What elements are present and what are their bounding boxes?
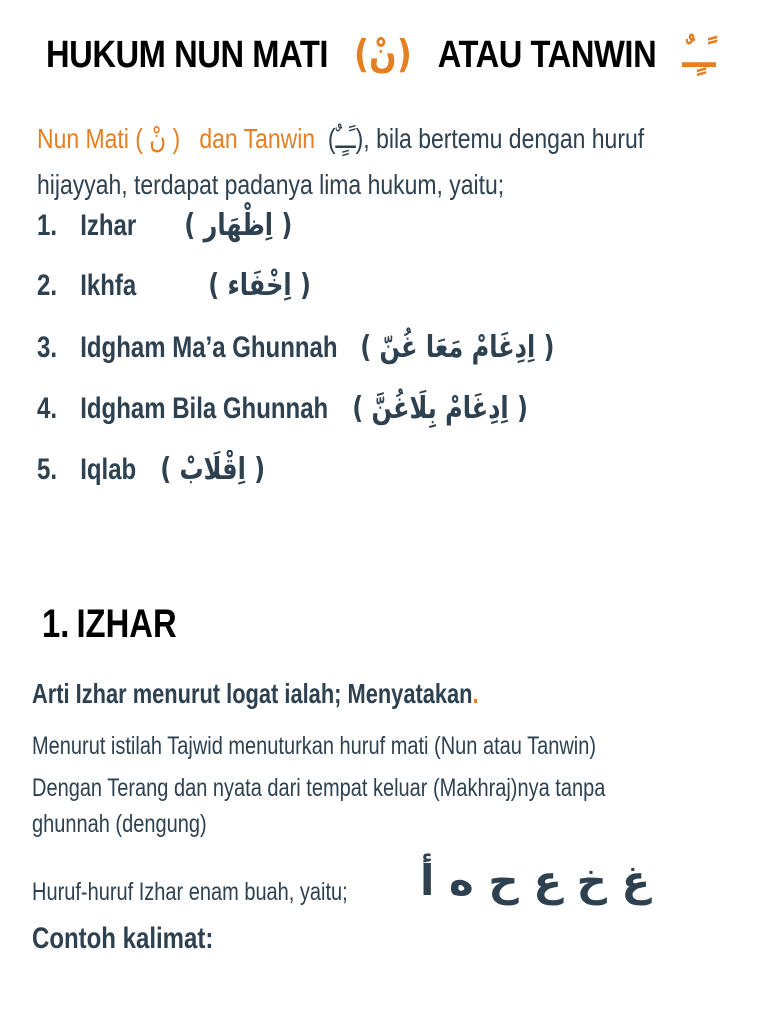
list-name: Ikhfa [80, 269, 137, 302]
intro-tanwin-glyph: (ـًـٍـٌ), [327, 123, 370, 154]
list-name: Idgham Ma’a Ghunnah [80, 331, 338, 364]
list-name: Iqlab [80, 453, 137, 486]
arti-izhar [32, 678, 479, 710]
list-number: 1. [37, 209, 58, 242]
title-part1: HUKUM NUN MATI [46, 34, 329, 76]
intro-line-2: hijayyah, terdapat padanya lima hukum, yaitu; [37, 169, 505, 200]
intro-nun-glyph: ( نْ ) [135, 123, 181, 154]
intro-line-1 [37, 116, 644, 162]
list-arabic: ( اِدِغَامْ مَعَا غُنّ ) [360, 330, 555, 365]
list-arabic: ( اِدِغَامْ بِلَاغُنَّ ) [352, 391, 528, 426]
list-item [37, 391, 528, 426]
page-title [46, 32, 716, 77]
intro-dan-tanwin: dan Tanwin [199, 123, 316, 154]
terang-line-2: ghunnah (dengung) [32, 810, 207, 838]
istilah-text: Menurut istilah Tajwid menuturkan huruf mati (Nun atau Tanwin) [32, 732, 596, 760]
list-number: 3. [37, 331, 58, 364]
list-number: 4. [37, 392, 58, 425]
list-arabic: ( اِخْفَاء ) [208, 268, 311, 303]
list-name: Idgham Bila Ghunnah [80, 392, 329, 425]
nun-mati-glyph: (نْ) [353, 32, 412, 76]
arti-text: Arti Izhar menurut logat ialah; Menyatakan [32, 678, 473, 709]
list-item [37, 268, 311, 303]
list-item [37, 452, 265, 487]
izhar-letters: غ خ ع ح ه أ [420, 856, 651, 905]
intro-paragraph [37, 116, 644, 208]
list-item [37, 330, 555, 365]
section-number: 1. [42, 602, 70, 646]
list-arabic: ( اِظْهَار ) [184, 208, 293, 243]
intro-nun-mati: Nun Mati [37, 123, 129, 154]
terang-line-1: Dengan Terang dan nyata dari tempat keluar (Makhraj)nya tanpa [32, 774, 606, 802]
list-name: Izhar [80, 209, 137, 242]
section-heading [42, 602, 177, 647]
tanwin-glyph: ـًـٍـٌ [682, 32, 716, 76]
terang-text [32, 770, 605, 842]
list-number: 5. [37, 453, 58, 486]
section-title: IZHAR [76, 602, 177, 646]
list-item [37, 208, 292, 243]
huruf-izhar-text: Huruf-huruf Izhar enam buah, yaitu; [32, 878, 348, 906]
arti-dot: . [472, 678, 479, 709]
title-part2: ATAU TANWIN [437, 34, 657, 76]
list-number: 2. [37, 269, 58, 302]
list-arabic: ( اِقْلَابْ ) [160, 452, 266, 487]
contoh-kalimat: Contoh kalimat: [32, 922, 214, 955]
intro-rest: bila bertemu dengan huruf [369, 123, 645, 154]
